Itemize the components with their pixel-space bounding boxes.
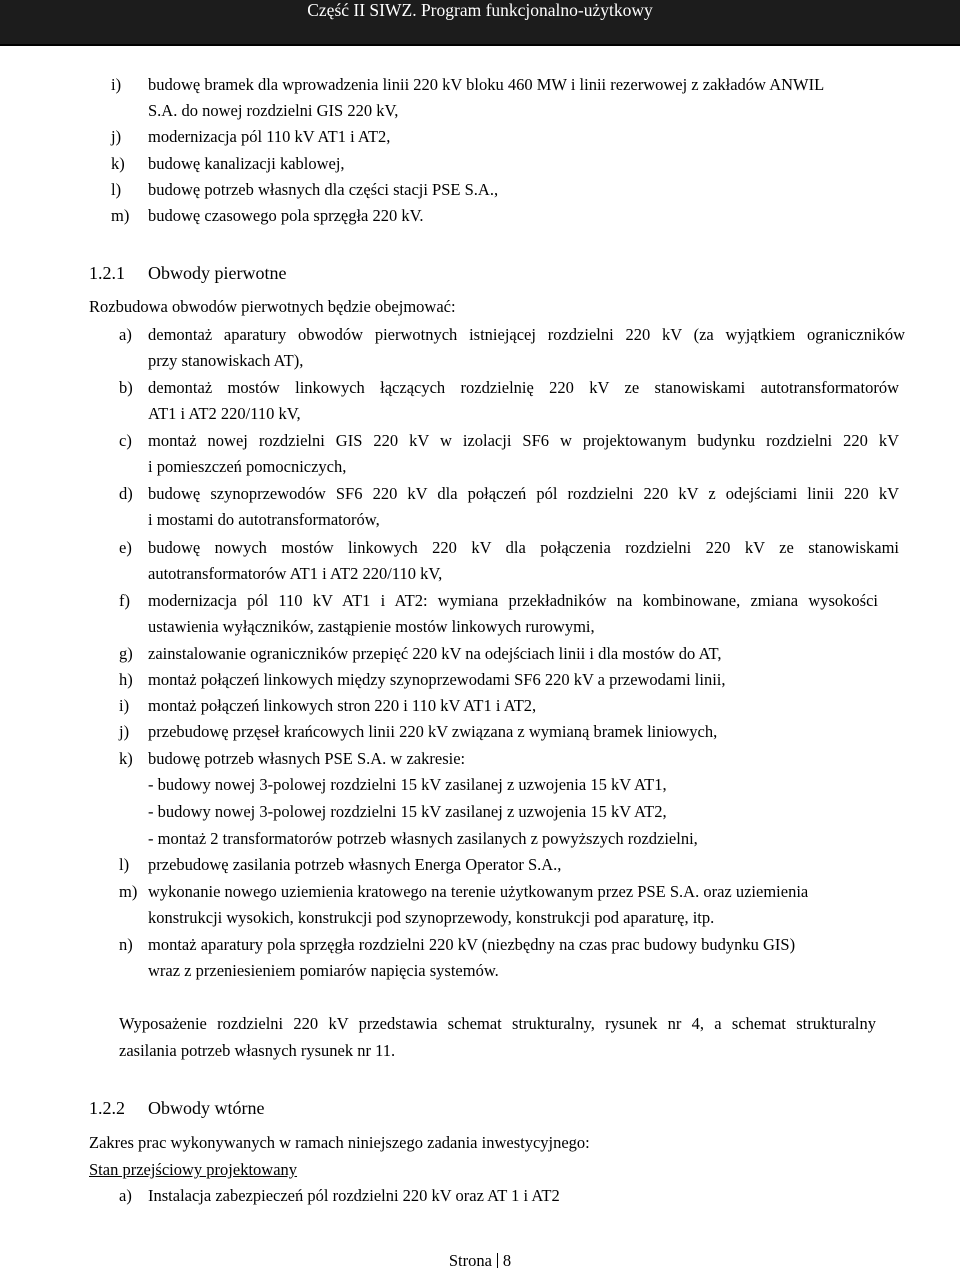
page-label: Strona [448,1251,492,1270]
item-line: przebudowę zasilania potrzeb własnych Energa Operator S.A., [148,855,562,874]
item-label: b) [119,378,133,397]
section-number: 1.2.2 [89,1098,125,1118]
item-label: f) [119,591,130,610]
list-label: m) [111,206,130,225]
item-line: demontaż mostów linkowych łączących rozdzielnię 220 kV ze stanowiskami autotransformatorów [148,378,899,397]
item-line: montaż połączeń linkowych między szynoprzewodami SF6 220 kV a przewodami linii, [148,670,726,689]
item-line: przy stanowiskach AT), [148,351,304,370]
list-line: S.A. do nowej rozdzielni GIS 220 kV, [148,101,399,120]
note-line: Wyposażenie rozdzielni 220 kV przedstawia schemat strukturalny, rysunek nr 4, a schemat strukturalny [119,1014,876,1033]
item-line: AT1 i AT2 220/110 kV, [148,404,301,423]
item-line: autotransformatorów AT1 i AT2 220/110 kV, [148,564,443,583]
list-line: budowę kanalizacji kablowej, [148,154,345,173]
list-line: modernizacja pól 110 kV AT1 i AT2, [148,127,391,146]
item-label: a) [119,325,132,344]
item-line: przebudowę przęseł krańcowych linii 220 kV związana z wymianą bramek liniowych, [148,722,718,741]
list-line: budowę bramek dla wprowadzenia linii 220 kV bloku 460 MW i linii rezerwowej z zakładów ANWIL [148,75,825,94]
header-title: Część II SIWZ. Program funkcjonalno-użytkowy [307,0,653,20]
item-subline: - budowy nowej 3-polowej rozdzielni 15 kV zasilanej z uzwojenia 15 kV AT2, [148,802,667,821]
list-label: l) [111,180,122,199]
subheading: Stan przejściowy projektowany [89,1160,298,1179]
item-line: budowę szynoprzewodów SF6 220 kV dla połączeń pól rozdzielni 220 kV z odejściami linii 220 kV [148,484,899,503]
list-line: budowę potrzeb własnych dla części stacji PSE S.A., [148,180,499,199]
page-footer [0,1251,960,1271]
section-intro: Rozbudowa obwodów pierwotnych będzie obejmować: [89,297,456,316]
page-number: 8 [502,1251,512,1270]
section-title: Obwody pierwotne [148,263,287,283]
list-line: budowę czasowego pola sprzęgła 220 kV. [148,206,424,225]
item-label: e) [119,538,132,557]
header-rule [0,44,960,46]
list-label: k) [111,154,125,173]
item-line: budowę potrzeb własnych PSE S.A. w zakresie: [148,749,466,768]
item-line: zainstalowanie ograniczników przepięć 220 kV na odejściach linii i dla mostów do AT, [148,644,722,663]
section-intro: Zakres prac wykonywanych w ramach niniejszego zadania inwestycyjnego: [89,1133,590,1152]
document-header [0,0,960,44]
item-label: n) [119,935,133,954]
item-label: m) [119,882,138,901]
item-line: wykonanie nowego uziemienia kratowego na terenie użytkowanym przez PSE S.A. oraz uziemienia [148,882,809,901]
section-number: 1.2.1 [89,263,125,283]
item-line: wraz z przeniesieniem pomiarów napięcia systemów. [148,961,499,980]
footer-separator [497,1253,498,1268]
list-label: j) [111,127,122,146]
item-line: konstrukcji wysokich, konstrukcji pod szynoprzewody, konstrukcji pod aparaturę, itp. [148,908,715,927]
item-label: d) [119,484,133,503]
item-line: ustawienia wyłączników, zastąpienie mostów linkowych rurowymi, [148,617,595,636]
item-line: budowę nowych mostów linkowych 220 kV dla połączenia rozdzielni 220 kV ze stanowiskami [148,538,899,557]
item-label: j) [119,722,130,741]
item-line: Instalacja zabezpieczeń pól rozdzielni 220 kV oraz AT 1 i AT2 [148,1186,560,1205]
item-subline: - montaż 2 transformatorów potrzeb własnych zasilanych z powyższych rozdzielni, [148,829,698,848]
item-label: k) [119,749,133,768]
item-line: demontaż aparatury obwodów pierwotnych istniejącej rozdzielni 220 kV (za wyjątkiem ograniczników [148,325,905,344]
item-line: montaż aparatury pola sprzęgła rozdzielni 220 kV (niezbędny na czas prac budowy budynku GIS) [148,935,796,954]
item-subline: - budowy nowej 3-polowej rozdzielni 15 kV zasilanej z uzwojenia 15 kV AT1, [148,775,667,794]
item-line: i pomieszczeń pomocniczych, [148,457,347,476]
list-label: i) [111,75,122,94]
item-label: g) [119,644,133,663]
item-line: i mostami do autotransformatorów, [148,510,380,529]
section-title: Obwody wtórne [148,1098,265,1118]
item-label: l) [119,855,130,874]
item-label: i) [119,696,130,715]
item-line: montaż nowej rozdzielni GIS 220 kV w izolacji SF6 w projektowanym budynku rozdzielni 220 kV [148,431,899,450]
item-label: h) [119,670,133,689]
item-label: a) [119,1186,132,1205]
item-line: modernizacja pól 110 kV AT1 i AT2: wymiana przekładników na kombinowane, zmiana wysokości [148,591,878,610]
item-line: montaż połączeń linkowych stron 220 i 110 kV AT1 i AT2, [148,696,537,715]
note-line: zasilania potrzeb własnych rysunek nr 11. [119,1041,396,1060]
item-label: c) [119,431,132,450]
